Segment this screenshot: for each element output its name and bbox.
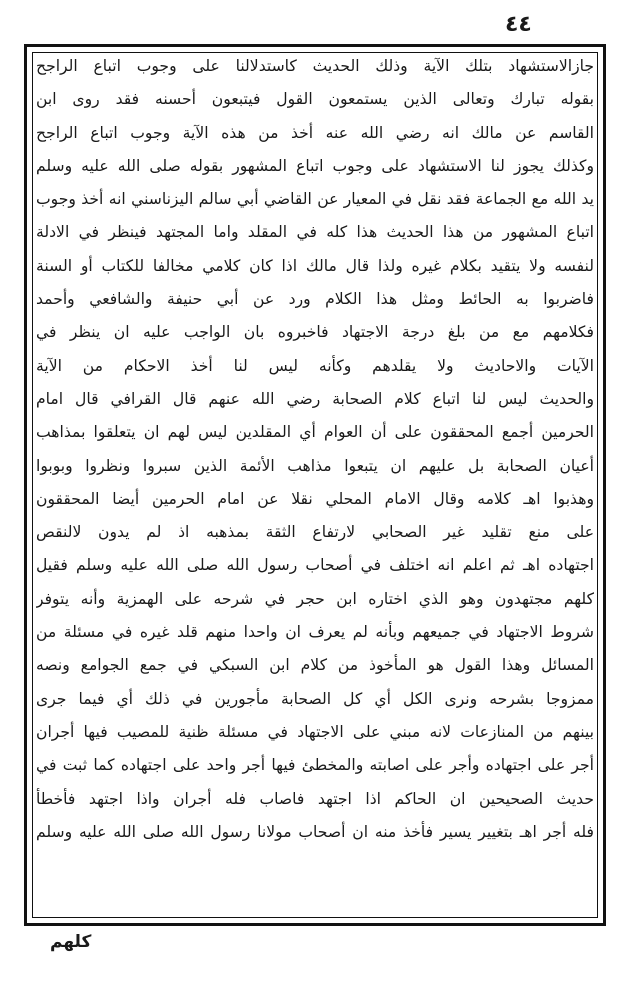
text-line: الحرمين أجمع المحققون على أن العوام أي المقلدين ليس لهم ان يتعلقوا بمذاهب <box>36 423 594 442</box>
catchword: كلهم <box>50 932 92 952</box>
text-line: ممزوجا بشرحه ونرى الكل أي كل الصحابة مأجورين في ذلك أي فيما جرى <box>36 689 594 708</box>
text-line: جازالاستشهاد بتلك الآية وذلك الحديث كاستدلالنا على وجوب اتباع الراجح <box>36 57 594 75</box>
page-number: ٤٤ <box>505 12 532 37</box>
text-line: اجتهاده اهـ ثم اعلم انه اختلف في أصحاب رسول الله صلى الله عليه وسلم فقيل <box>36 556 594 575</box>
text-line: فكلامهم مع من بلغ درجة الاجتهاد فاخبروه بان الواجب عليه ان ينظر في <box>36 323 594 342</box>
text-line: أعيان الصحابة بل عليهم ان يتبعوا مذاهب الأئمة الذين سبروا ونظروا وبوبوا <box>36 456 594 475</box>
text-line: شروط الاجتهاد في جميعهم وبأنه لم يعرف ان واحدا منهم قلد غيره في مسئلة من <box>36 623 594 642</box>
text-line: اتباع المشهور من هذا الحديث هذا كله في المقلد واما المجتهد فينظر في الادلة <box>36 223 594 242</box>
text-line: أجر على اجتهاده وأجر على اصابته والمخطئ فيها أجر واحد على اجتهاده كما ثبت في <box>36 756 594 775</box>
text-line: القاسم عن مالك انه رضي الله عنه أخذ من هذه الآية وجوب اتباع الراجح <box>36 123 594 142</box>
text-line: وكذلك يجوز لنا الاستشهاد على وجوب اتباع المشهور بقوله صلى الله عليه وسلم <box>36 156 594 175</box>
text-line: وهذبوا اهـ كلامه وقال الامام المحلي نقلا عن امام الحرمين أيضا المحققون <box>36 489 594 508</box>
text-line: فاضربوا به الحائط ومثل هذا الكلام ورد عن أبي حنيفة والشافعي وأحمد <box>36 290 594 309</box>
text-line: حديث الصحيحين ان الحاكم اذا اجتهد فاصاب فله أجران واذا اجتهد فأخطأ <box>36 789 594 808</box>
text-line: بينهم من المنازعات لانه مبني على الاجتهاد في مسئلة ظنية للمصيب فيها أجران <box>36 722 594 741</box>
text-line: كلهم مجتهدون وهو الذي اختاره ابن حجر في شرحه على الهمزية وأنه يتوفر <box>36 589 594 608</box>
text-line: المسائل وهذا القول هو المأخوذ من كلام ابن السبكي في جمع الجوامع ونصه <box>36 656 594 675</box>
text-line: على منع تقليد غير الصحابي لارتفاع الثقة بمذهبه اذ لم يدون لالنقص <box>36 523 594 542</box>
text-line: بقوله تبارك وتعالى الذين يستمعون القول فيتبعون أحسنه فقد روى ابن <box>36 90 594 109</box>
text-line: لنفسه ولا يتقيد بكلام غيره ولذا قال مالك اذا كان كلامي مخالفا للكتاب أو السنة <box>36 256 594 275</box>
text-line: والحديث ليس لنا اتباع كلام الصحابة رضي الله عنهم قال القرافي قال امام <box>36 389 594 408</box>
text-body <box>36 50 594 916</box>
text-line: فله أجر اهـ بتغيير يسير فأخذ منه ان أصحاب مولانا رسول الله صلى الله عليه وسلم <box>36 822 594 841</box>
text-line: الآيات والاحاديث ولا يقلدهم وكأنه ليس لنا أخذ الاحكام من الآية <box>36 356 594 375</box>
text-line: يد الله مع الجماعة فقد نقل في المعيار عن القاضي أبي سالم اليزناسني انه أخذ وجوب <box>36 190 594 209</box>
